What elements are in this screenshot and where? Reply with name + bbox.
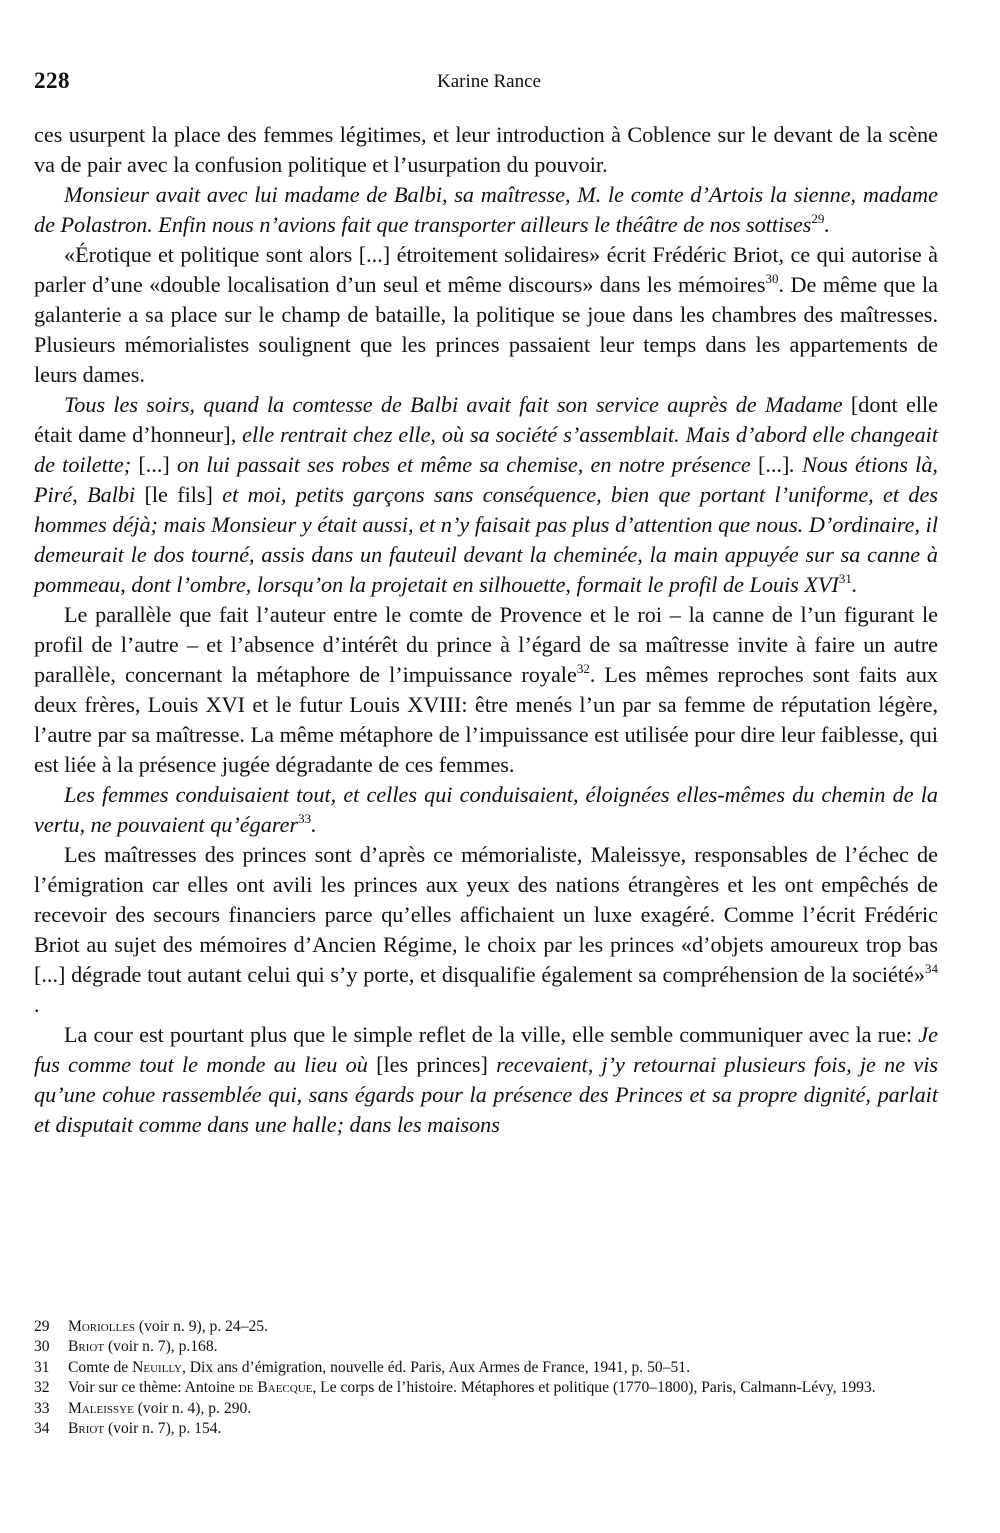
page-number: 228: [34, 68, 70, 93]
paragraph-2: «Érotique et politique sont alors [...] étroitement solidaires» écrit Frédéric Briot, ce qui autorise à parler d’une «double localisation d’un seul et même discours» dans les mémoires$^{30}$. De même que la galanterie a sa place sur le champ de bataille, la politique se joue dans les chambres des maîtresses. Plusieurs mémorialistes soulignent que les princes passaient leur temps dans les appartements de leurs dames.: [34, 242, 938, 387]
editorial-insert: [les princes]: [376, 1052, 488, 1077]
paragraph-5: La cour est pourtant plus que le simple reflet de la ville, elle semble communiquer avec la rue: Je fus comme tout le monde au lieu où [les princes] recevaient, j’y retournai plusieurs fois, je ne vis qu’une cohue rassemblée qui, sans égards pour la présence des Princes et sa propre dignité, parlait et disputait comme dans une halle; dans les maisons: [34, 1022, 939, 1137]
editorial-insert: [le fils]: [144, 482, 213, 507]
editorial-insert: [dont elle était dame d’honneur]: [34, 392, 938, 447]
footnote-number: 31: [34, 1358, 50, 1376]
footnote-34: 34 Briot (voir n. 7), p. 154.: [34, 1419, 938, 1439]
footnote-32: 32 Voir sur ce thème: Antoine de Baecque, Le corps de l’histoire. Métaphores et politique (1770–1800), Paris, Calmann-Lévy, 1993.: [34, 1378, 938, 1398]
paragraph-3: Le parallèle que fait l’auteur entre le comte de Provence et le roi – la canne de l’un figurant le profil de l’autre – et l’absence d’intérêt du prince à l’égard de sa maîtresse invite à faire un autre parallèle, concernant la métaphore de l’impuissance royale$^{32}$. Les mêmes reproches sont faits aux deux frères, Louis XVI et le futur Louis XVIII: être menés l’un par sa femme de réputation légère, l’autre par sa maîtresse. La même métaphore de l’impuissance est utilisée pour dire leur faiblesse, qui est liée à la présence jugée dégradante de ces femmes.: [34, 602, 939, 777]
footnote-33: 33 Maleissye (voir n. 4), p. 290.: [34, 1399, 938, 1419]
paragraph-4: Les maîtresses des princes sont d’après ce mémorialiste, Maleissye, responsables de l’échec de l’émigration car elles ont avili les princes aux yeux des nations étrangères et les ont empêchés de recevoir des secours financiers parce qu’elles affichaient un luxe exagéré. Comme l’écrit Frédéric Briot au sujet des mémoires d’Ancien Régime, le choix par les princes «d’objets amoureux trop bas [...] dégrade tout autant celui qui s’y porte, et disqualifie également sa compréhension de la société»$^{34}$ .: [34, 842, 938, 1017]
footnote-number: 29: [34, 1318, 50, 1335]
footnote-number: 30: [34, 1338, 50, 1356]
footnote-30: 30 Briot (voir n. 7), p.168.: [34, 1337, 938, 1357]
quote-3: Les femmes conduisaient tout, et celles qui conduisaient, éloignées elles-mêmes du chemin de la vertu, ne pouvaient qu’égarer$^{33}$.: [34, 782, 938, 837]
main-text: [34, 120, 938, 1140]
note-ref-34[interactable]: 34: [925, 961, 938, 976]
page-header: [34, 68, 938, 102]
note-ref-31[interactable]: 31: [838, 571, 852, 586]
footnote-31: 31 Comte de Neuilly, Dix ans d’émigration, nouvelle éd. Paris, Aux Armes de France, 1941, p. 50–51.: [34, 1358, 938, 1378]
footnote-number: 34: [34, 1420, 50, 1438]
running-head: Karine Rance: [437, 71, 541, 92]
footnotes: [34, 1317, 938, 1439]
footnote-number: 33: [34, 1399, 50, 1417]
footnote-number: 32: [34, 1379, 50, 1397]
note-ref-32[interactable]: 32: [576, 661, 590, 676]
note-ref-29[interactable]: 29: [811, 211, 825, 226]
quote-1: Monsieur avait avec lui madame de Balbi, sa maîtresse, M. le comte d’Artois la sienne, madame de Polastron. Enfin nous n’avions fait que transporter ailleurs le théâtre de nos sottises$^{29}$.: [34, 182, 938, 237]
paragraph-1-text: ces usurpent la place des femmes légitimes, et leur introduction à Coblence sur le devant de la scène va de pair avec la confusion politique et l’usurpation du pouvoir.: [34, 122, 938, 177]
note-ref-30[interactable]: 30: [765, 271, 779, 286]
quote-1-text: Monsieur avait avec lui madame de Balbi, sa maîtresse, M. le comte d’Artois la sienne, madame de Polastron. Enfin nous n’avions fait que transporter ailleurs le théâtre de nos sottises: [34, 182, 938, 237]
quote-2: Tous les soirs, quand la comtesse de Balbi avait fait son service auprès de Madame [dont elle était dame d’honneur], elle rentrait chez elle, où sa société s’assemblait. Mais d’abord elle changeait de toilette; [...] on lui passait ses robes et même sa chemise, en notre présence [...]. Nous étions là, Piré, Balbi [le fils] et moi, petits garçons sans conséquence, bien que portant l’uniforme, et des hommes déjà; mais Monsieur y était aussi, et n’y faisait pas plus d’attention que nous. D’ordinaire, il demeurait le dos tourné, assis dans un fauteuil devant la cheminée, la main appuyée sur sa canne à pommeau, dont l’ombre, lorsqu’on la projetait en silhouette, formait le profil de Louis XVI$^{31}$.: [34, 392, 938, 597]
footnote-29: 29 Moriolles (voir n. 9), p. 24–25.: [34, 1317, 938, 1337]
note-ref-33[interactable]: 33: [298, 811, 312, 826]
paragraph-1: [34, 120, 938, 180]
